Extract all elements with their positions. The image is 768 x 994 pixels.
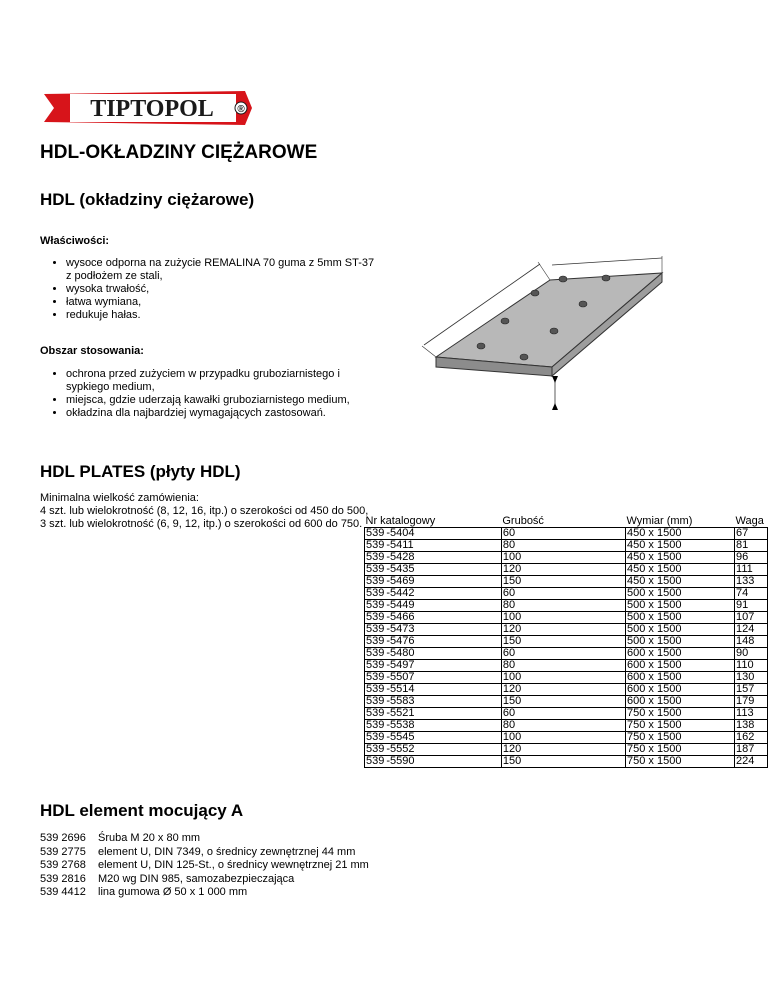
thickness-cell: 60 bbox=[501, 588, 625, 600]
catalog-prefix: 539 bbox=[366, 707, 385, 719]
usage-list bbox=[52, 368, 376, 420]
dimension-cell: 500 x 1500 bbox=[626, 600, 735, 612]
list-item bbox=[40, 873, 369, 887]
list-item: • redukuje hałas. bbox=[66, 309, 376, 322]
catalog-number: -5590 bbox=[385, 756, 501, 768]
catalog-number: -5404 bbox=[385, 528, 501, 540]
weight-cell: 162 bbox=[735, 732, 768, 744]
page-title: HDL-OKŁADZINY CIĘŻAROWE bbox=[40, 142, 318, 163]
header-dimension: Wymiar (mm) bbox=[626, 515, 693, 527]
catalog-number: -5545 bbox=[385, 732, 501, 744]
catalog-number: -5521 bbox=[385, 708, 501, 720]
table-row bbox=[365, 708, 768, 720]
table-row bbox=[365, 588, 768, 600]
catalog-number: -5442 bbox=[385, 588, 501, 600]
weight-cell: 124 bbox=[735, 624, 768, 636]
header-thickness: Grubość bbox=[502, 515, 544, 527]
min-order-label: Minimalna wielkość zamówienia: bbox=[40, 492, 199, 504]
thickness-cell: 100 bbox=[501, 552, 625, 564]
catalog-prefix: 539 bbox=[366, 671, 385, 683]
part-description: element U, DIN 125-St., o średnicy wewnętrznej 21 mm bbox=[98, 859, 369, 871]
catalog-number: -5497 bbox=[385, 660, 501, 672]
catalog-prefix: 539 bbox=[366, 623, 385, 635]
dimension-cell: 600 x 1500 bbox=[626, 660, 735, 672]
weight-cell: 96 bbox=[735, 552, 768, 564]
table-row bbox=[365, 636, 768, 648]
list-item: • wysoka trwałość, bbox=[66, 283, 376, 296]
table-header-row bbox=[365, 516, 768, 528]
thickness-cell: 150 bbox=[501, 576, 625, 588]
section-heading-hdl: HDL (okładziny ciężarowe) bbox=[40, 190, 255, 209]
dimension-cell: 750 x 1500 bbox=[626, 708, 735, 720]
weight-cell: 133 bbox=[735, 576, 768, 588]
weight-cell: 113 bbox=[735, 708, 768, 720]
table-row bbox=[365, 684, 768, 696]
catalog-number: -5428 bbox=[385, 552, 501, 564]
table-row bbox=[365, 720, 768, 732]
thickness-cell: 80 bbox=[501, 600, 625, 612]
catalog-prefix: 539 bbox=[366, 563, 385, 575]
table-row bbox=[365, 744, 768, 756]
dimension-cell: 450 x 1500 bbox=[626, 552, 735, 564]
table-row bbox=[365, 540, 768, 552]
catalog-prefix: 539 bbox=[366, 551, 385, 563]
list-item bbox=[40, 886, 369, 900]
weight-cell: 187 bbox=[735, 744, 768, 756]
list-item bbox=[40, 846, 369, 860]
weight-cell: 91 bbox=[735, 600, 768, 612]
table-row bbox=[365, 756, 768, 768]
plates-table bbox=[364, 516, 768, 768]
thickness-cell: 120 bbox=[501, 564, 625, 576]
catalog-number: -5583 bbox=[385, 696, 501, 708]
list-item: • miejsca, gdzie uderzają kawałki gruboziarnistego medium, bbox=[66, 394, 376, 407]
weight-cell: 67 bbox=[735, 528, 768, 540]
thickness-cell: 100 bbox=[501, 732, 625, 744]
dimension-cell: 500 x 1500 bbox=[626, 624, 735, 636]
tiptopol-logo bbox=[40, 88, 256, 128]
table-row bbox=[365, 672, 768, 684]
logo-wordmark: TIPTOPOL bbox=[90, 96, 214, 122]
dimension-cell: 450 x 1500 bbox=[626, 564, 735, 576]
weight-cell: 90 bbox=[735, 648, 768, 660]
table-row bbox=[365, 732, 768, 744]
catalog-prefix: 539 bbox=[366, 755, 385, 767]
thickness-cell: 100 bbox=[501, 612, 625, 624]
catalog-prefix: 539 bbox=[366, 659, 385, 671]
dimension-cell: 450 x 1500 bbox=[626, 540, 735, 552]
thickness-cell: 120 bbox=[501, 744, 625, 756]
thickness-cell: 120 bbox=[501, 624, 625, 636]
list-item: • łatwa wymiana, bbox=[66, 296, 376, 309]
catalog-number: -5514 bbox=[385, 684, 501, 696]
part-code: 539 4412 bbox=[40, 886, 86, 898]
catalog-prefix: 539 bbox=[366, 743, 385, 755]
list-item: • okładzina dla najbardziej wymagających zastosowań. bbox=[66, 407, 376, 420]
dimension-cell: 750 x 1500 bbox=[626, 732, 735, 744]
properties-label: Właściwości: bbox=[40, 235, 110, 247]
part-description: Śruba M 20 x 80 mm bbox=[98, 832, 201, 844]
catalog-number: -5473 bbox=[385, 624, 501, 636]
catalog-prefix: 539 bbox=[366, 719, 385, 731]
catalog-prefix: 539 bbox=[366, 611, 385, 623]
part-description: M20 wg DIN 985, samozabezpieczająca bbox=[98, 872, 295, 885]
table-row bbox=[365, 648, 768, 660]
catalog-prefix: 539 bbox=[366, 647, 385, 659]
thickness-cell: 80 bbox=[501, 720, 625, 732]
table-row bbox=[365, 528, 768, 540]
min-order-line: 3 szt. lub wielokrotność (6, 9, 12, itp.) o szerokości od 600 do 750. bbox=[40, 518, 363, 530]
weight-cell: 157 bbox=[735, 684, 768, 696]
weight-cell: 81 bbox=[735, 540, 768, 552]
list-item: • ochrona przed zużyciem w przypadku gruboziarnistego i sypkiego medium, bbox=[66, 368, 376, 394]
catalog-prefix: 539 bbox=[366, 599, 385, 611]
catalog-number: -5480 bbox=[385, 648, 501, 660]
table-row bbox=[365, 600, 768, 612]
catalog-number: -5411 bbox=[385, 540, 501, 552]
weight-cell: 107 bbox=[735, 612, 768, 624]
catalog-number: -5476 bbox=[385, 636, 501, 648]
header-weight: Waga bbox=[735, 515, 764, 527]
thickness-cell: 150 bbox=[501, 756, 625, 768]
part-code: 539 2768 bbox=[40, 859, 86, 871]
part-code: 539 2775 bbox=[40, 845, 86, 858]
table-row bbox=[365, 552, 768, 564]
dimension-cell: 500 x 1500 bbox=[626, 588, 735, 600]
header-catalog-number: Nr katalogowy bbox=[365, 515, 436, 527]
properties-list bbox=[52, 257, 376, 322]
catalog-prefix: 539 bbox=[366, 587, 385, 599]
dimension-cell: 600 x 1500 bbox=[626, 672, 735, 684]
thickness-cell: 120 bbox=[501, 684, 625, 696]
weight-cell: 74 bbox=[735, 588, 768, 600]
list-item bbox=[40, 859, 369, 873]
catalog-number: -5552 bbox=[385, 744, 501, 756]
thickness-cell: 150 bbox=[501, 696, 625, 708]
dimension-cell: 750 x 1500 bbox=[626, 744, 735, 756]
part-description: element U, DIN 7349, o średnicy zewnętrznej 44 mm bbox=[98, 845, 356, 858]
table-row bbox=[365, 660, 768, 672]
dimension-cell: 600 x 1500 bbox=[626, 696, 735, 708]
table-row bbox=[365, 612, 768, 624]
dimension-cell: 750 x 1500 bbox=[626, 720, 735, 732]
part-code: 539 2816 bbox=[40, 872, 86, 885]
parts-list bbox=[40, 832, 369, 900]
weight-cell: 138 bbox=[735, 720, 768, 732]
weight-cell: 224 bbox=[735, 756, 768, 768]
weight-cell: 148 bbox=[735, 636, 768, 648]
thickness-cell: 60 bbox=[501, 708, 625, 720]
dimension-cell: 450 x 1500 bbox=[626, 528, 735, 540]
dimension-cell: 750 x 1500 bbox=[626, 756, 735, 768]
weight-cell: 111 bbox=[735, 564, 768, 576]
catalog-prefix: 539 bbox=[366, 731, 385, 743]
list-item: • wysoce odporna na zużycie REMALINA 70 guma z 5mm ST-37 z podłożem ze stali, bbox=[66, 257, 376, 283]
dimension-cell: 500 x 1500 bbox=[626, 636, 735, 648]
catalog-number: -5507 bbox=[385, 672, 501, 684]
catalog-number: -5466 bbox=[385, 612, 501, 624]
thickness-cell: 60 bbox=[501, 528, 625, 540]
section-heading-plates: HDL PLATES (płyty HDL) bbox=[40, 462, 241, 481]
catalog-prefix: 539 bbox=[366, 683, 385, 695]
table-row bbox=[365, 576, 768, 588]
dimension-cell: 600 x 1500 bbox=[626, 684, 735, 696]
dimension-cell: 500 x 1500 bbox=[626, 612, 735, 624]
catalog-number: -5538 bbox=[385, 720, 501, 732]
dimension-cell: 600 x 1500 bbox=[626, 648, 735, 660]
catalog-prefix: 539 bbox=[366, 539, 385, 551]
hdl-plate-illustration bbox=[412, 250, 672, 415]
dimension-cell: 450 x 1500 bbox=[626, 576, 735, 588]
weight-cell: 130 bbox=[735, 672, 768, 684]
thickness-cell: 150 bbox=[501, 636, 625, 648]
catalog-prefix: 539 bbox=[366, 527, 385, 539]
catalog-prefix: 539 bbox=[366, 575, 385, 587]
section-heading-mounting: HDL element mocujący A bbox=[40, 801, 244, 820]
usage-label: Obszar stosowania: bbox=[40, 345, 144, 357]
thickness-cell: 60 bbox=[501, 648, 625, 660]
part-description: lina gumowa Ø 50 x 1 000 mm bbox=[98, 886, 248, 898]
thickness-cell: 80 bbox=[501, 540, 625, 552]
thickness-cell: 80 bbox=[501, 660, 625, 672]
catalog-number: -5469 bbox=[385, 576, 501, 588]
catalog-number: -5435 bbox=[385, 564, 501, 576]
list-item bbox=[40, 832, 369, 846]
table-row bbox=[365, 624, 768, 636]
weight-cell: 110 bbox=[735, 660, 768, 672]
registered-mark: ® bbox=[237, 104, 245, 115]
min-order-line: 4 szt. lub wielokrotność (8, 12, 16, itp.) o szerokości od 450 do 500, bbox=[40, 505, 369, 517]
catalog-prefix: 539 bbox=[366, 635, 385, 647]
catalog-number: -5449 bbox=[385, 600, 501, 612]
table-row bbox=[365, 564, 768, 576]
table-row bbox=[365, 696, 768, 708]
catalog-prefix: 539 bbox=[366, 695, 385, 707]
weight-cell: 179 bbox=[735, 696, 768, 708]
part-code: 539 2696 bbox=[40, 832, 86, 844]
thickness-cell: 100 bbox=[501, 672, 625, 684]
